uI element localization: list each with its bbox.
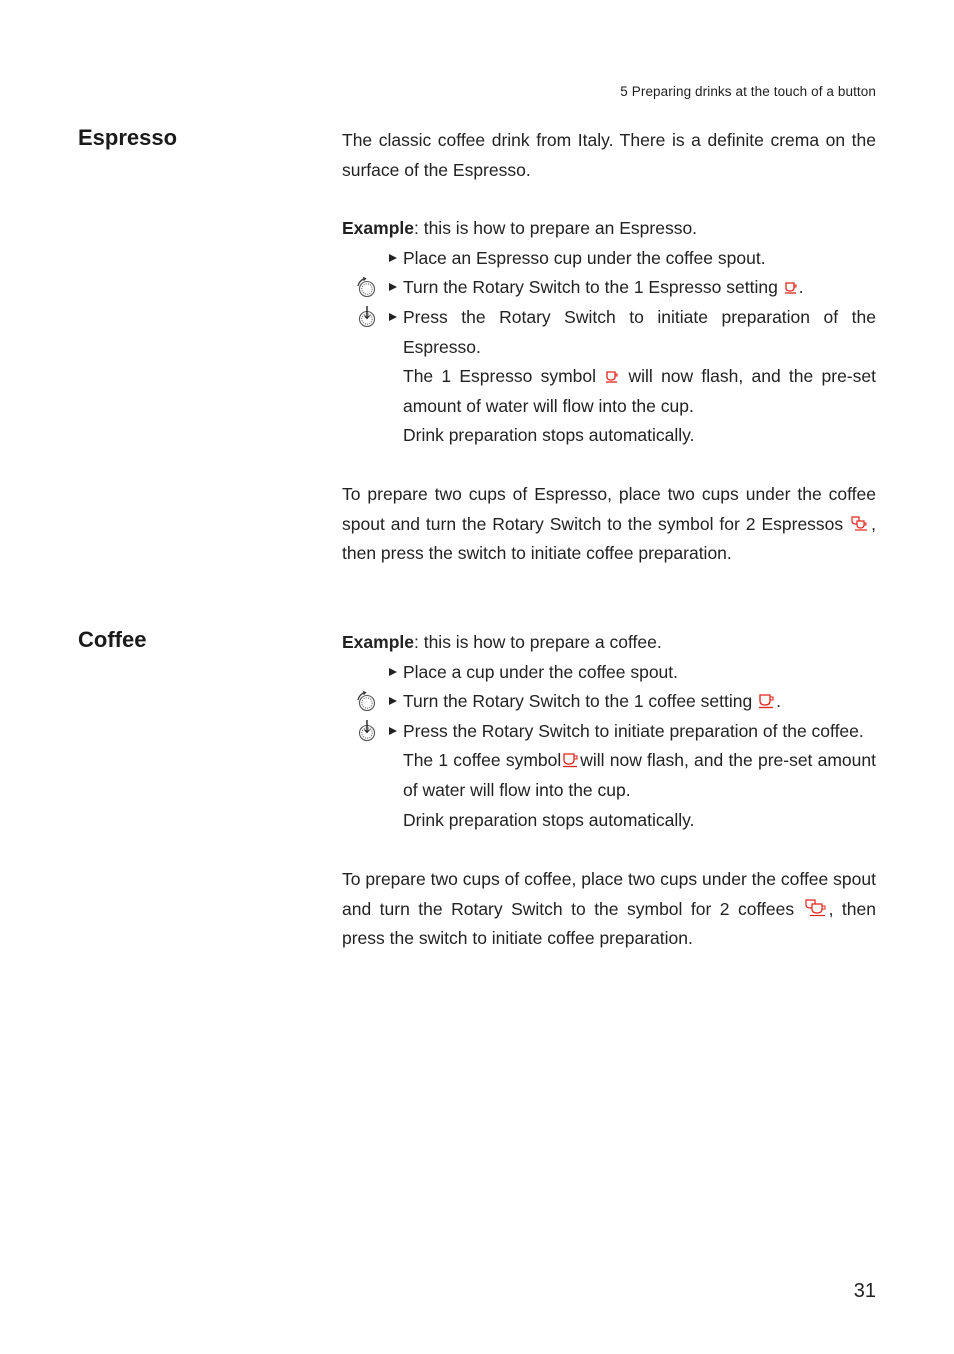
step-text: Place a cup under the coffee spout. [403,662,679,682]
step-text: Turn the Rotary Switch to the 1 coffee setting [403,691,753,711]
example-text: : this is how to prepare an Espresso. [413,218,698,238]
rotary-switch-icon [355,690,379,714]
arrow-bullet-icon [389,668,397,676]
arrow-bullet-icon [389,697,397,705]
espresso-cup-icon [784,280,798,295]
coffee-stops-note: Drink preparation stops automatically. [403,810,695,830]
example-label: Example [342,632,414,652]
espresso-cup-icon [605,369,619,384]
step-text: Press the Rotary Switch to initiate preparation of the Espresso. [403,307,876,357]
arrow-bullet-icon [389,283,397,291]
step-text: Press the Rotary Switch to initiate preparation of the coffee. [403,721,864,741]
running-header: 5 Preparing drinks at the touch of a button [620,84,876,99]
espresso-flash-note: The 1 Espresso symbol will now flash, and the pre-set amount of water will flow into the cup. [403,366,876,416]
espresso-two-cups: To prepare two cups of Espresso, place two cups under the coffee spout and turn the Rotary Switch to the symbol for 2 Espressos , then press the switch to initiate coffee preparation. [342,484,876,564]
coffee-cup-icon [758,693,775,709]
espresso-intro: The classic coffee drink from Italy. There is a definite crema on the surface of the Espresso. [342,130,876,180]
step-text: Turn the Rotary Switch to the 1 Espresso setting [403,277,778,297]
arrow-bullet-icon [389,727,397,735]
coffee-example [342,628,876,658]
arrow-bullet-icon [389,254,397,262]
rotary-switch-icon [355,276,379,300]
coffee-two-cups: To prepare two cups of coffee, place two cups under the coffee spout and turn the Rotary Switch to the symbol for 2 coffees , then press the switch to initiate coffee preparation. [342,869,876,949]
two-coffees-icon [804,898,828,917]
arrow-bullet-icon [389,313,397,321]
espresso-stops-note: Drink preparation stops automatically. [403,425,695,445]
example-label: Example [342,218,414,238]
coffee-flash-note: The 1 coffee symbol will now flash, and the pre-set amount of water will flow into the cup. [403,750,876,800]
step-text: Place an Espresso cup under the coffee spout. [403,248,766,268]
press-switch-icon [355,719,379,743]
press-switch-icon [355,305,379,329]
espresso-example [342,214,876,244]
coffee-cup-icon [562,752,579,768]
example-text: : this is how to prepare a coffee. [413,632,662,652]
page-number: 31 [853,1280,876,1302]
two-espressos-icon [850,515,870,532]
coffee-heading: Coffee [78,627,147,652]
espresso-heading: Espresso [78,125,178,150]
